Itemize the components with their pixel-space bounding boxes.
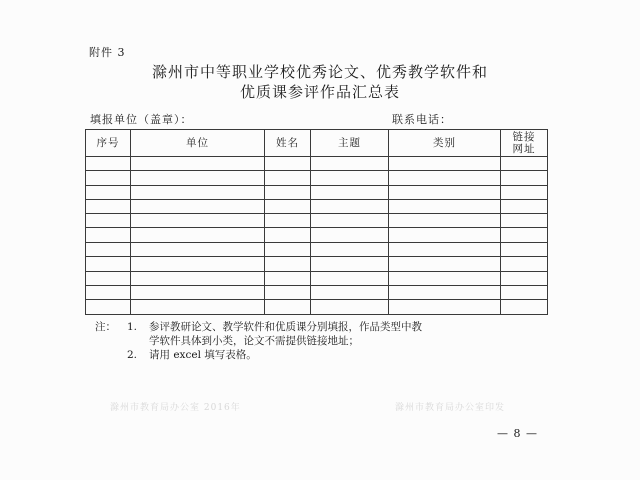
table-cell [86,243,131,257]
table-cell [501,157,548,171]
document-title-line2: 优质课参评作品汇总表 [239,83,400,101]
table-cell [501,300,548,314]
table-cell [311,243,389,257]
table-cell [265,199,311,214]
document-title-line1: 滁州市中等职业学校优秀论文、优秀教学软件和 [151,63,488,81]
table-cell [501,185,548,199]
table-cell [86,257,131,272]
table-cell [501,243,548,257]
table-cell [311,271,389,285]
table-cell [265,285,311,300]
table-cell [265,228,311,243]
table-row [86,214,548,228]
table-cell [501,171,548,186]
table-cell [501,257,548,272]
table-row [86,185,548,199]
attachment-label: 附件 3 [89,46,126,59]
note-1-number: 1. [127,321,138,333]
page-number: — 8 — [497,427,538,440]
faded-footer-right: 滁州市教育局办公室印发 [395,403,506,413]
table-cell [389,228,501,243]
contact-phone-label: 联系电话： [392,113,452,126]
table-cell [86,300,131,314]
table-cell [389,271,501,285]
faded-footer-left: 滁州市教育局办公室 2016年 [110,403,241,413]
table-cell [311,214,389,228]
table-cell [389,157,501,171]
table-cell [389,199,501,214]
summary-table [85,129,548,315]
table-cell [86,199,131,214]
table-cell [265,257,311,272]
table-cell [311,228,389,243]
note-1-line1: 参评教研论文、教学软件和优质课分别填报，作品类型中教 [149,321,422,333]
table-cell [311,157,389,171]
table-cell [86,171,131,186]
table-cell [311,199,389,214]
table-row [86,243,548,257]
table-cell [311,257,389,272]
table-cell [389,243,501,257]
table-cell [131,171,265,186]
table-cell [131,185,265,199]
note-1-line2: 学软件具体到小类，论文不需提供链接地址； [149,335,359,347]
table-cell [265,185,311,199]
table-cell [389,285,501,300]
notes-prefix: 注： [95,321,116,333]
header-topic: 主题 [311,130,389,157]
header-name: 姓名 [265,130,311,157]
header-serial-number: 序号 [86,130,131,157]
table-cell [265,157,311,171]
header-category: 类别 [389,130,501,157]
table-cell [86,157,131,171]
table-cell [131,243,265,257]
table-cell [311,185,389,199]
table-row [86,285,548,300]
table-cell [86,214,131,228]
table-cell [265,171,311,186]
table-row [86,199,548,214]
table-row [86,257,548,272]
table-header-row [86,130,548,157]
header-link-url [501,130,548,157]
table-cell [131,285,265,300]
table-cell [501,199,548,214]
table-cell [501,228,548,243]
table-cell [265,271,311,285]
table-cell [501,285,548,300]
table-cell [86,285,131,300]
table-row [86,228,548,243]
table-row [86,271,548,285]
table-row [86,300,548,314]
table-cell [311,300,389,314]
table-cell [86,271,131,285]
header-link-url-line2: 网址 [512,143,536,155]
table-cell [311,285,389,300]
note-2-number: 2. [127,349,138,361]
table-cell [131,214,265,228]
table-cell [86,185,131,199]
table-cell [389,214,501,228]
table-cell [86,228,131,243]
table-cell [131,157,265,171]
table-row [86,157,548,171]
table-cell [501,214,548,228]
header-link-url-line1: 链接 [512,131,536,143]
table-cell [389,300,501,314]
table-cell [389,185,501,199]
table-cell [265,214,311,228]
table-cell [131,300,265,314]
table-cell [389,257,501,272]
table-row [86,171,548,186]
table-cell [131,228,265,243]
table-cell [131,199,265,214]
header-unit: 单位 [131,130,265,157]
table-cell [131,257,265,272]
table-cell [265,300,311,314]
table-cell [265,243,311,257]
note-2-line1: 请用 excel 填写表格。 [149,349,257,361]
filling-unit-label: 填报单位（盖章）： [90,113,193,126]
table-body [86,157,548,315]
table-cell [131,271,265,285]
table-cell [389,171,501,186]
table-cell [311,171,389,186]
table-cell [501,271,548,285]
